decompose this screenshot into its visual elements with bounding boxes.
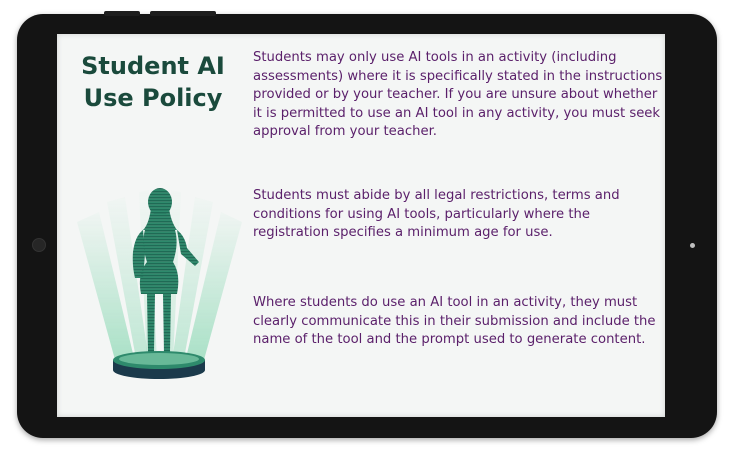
policy-paragraph-disclosure: Where students do use an AI tool in an activity, they must clearly communicate this in their submission and include the name of the tool and the prompt used to generate content. [253, 295, 656, 348]
hologram-platform [113, 351, 205, 379]
volume-button [104, 11, 140, 16]
tablet-device [17, 14, 717, 438]
policy-paragraph-permission: Students may only use AI tools in an activity (including assessments) where it is specifically stated in the instructions provided or by your teacher. If you are unsure about whether it is permitted to use an AI tool in any activity, you must seek approval from your teacher. [253, 50, 663, 140]
policy-paragraph-legal: Students must abide by all legal restrictions, terms and conditions for using AI tools, particularly where the registration specifies a minimum age for use. [253, 188, 620, 241]
sensor-dot-icon [690, 243, 695, 248]
power-button [150, 11, 216, 16]
tablet-screen [57, 34, 665, 417]
hologram-woman-illustration-icon [77, 182, 242, 392]
page-title: Student AI Use Policy [81, 52, 225, 112]
camera-icon [32, 238, 46, 252]
